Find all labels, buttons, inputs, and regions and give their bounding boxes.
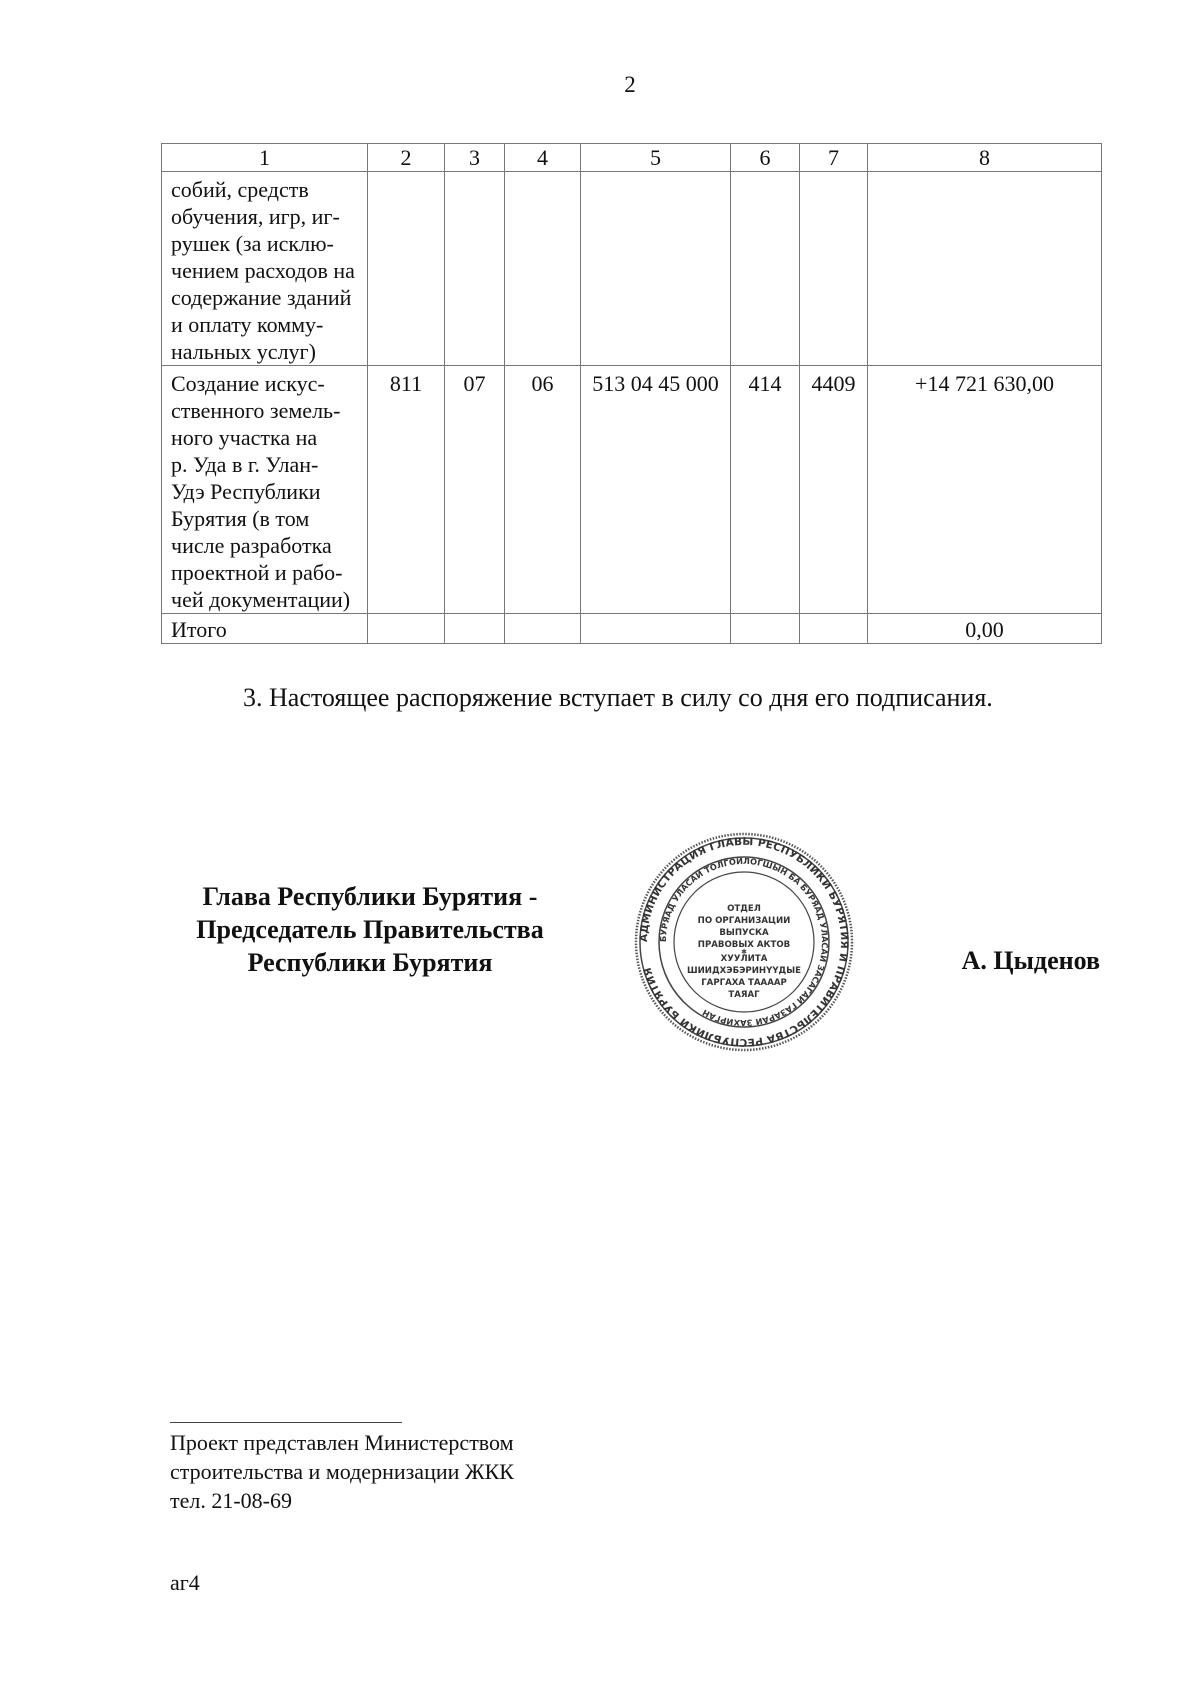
table-cell xyxy=(800,614,868,644)
table-cell xyxy=(868,172,1102,366)
stamp-center-line: ПО ОРГАНИЗАЦИИ xyxy=(697,916,791,926)
row-name-line: Удэ Республики xyxy=(171,479,321,504)
row-name-line: и оплату комму- xyxy=(171,312,324,337)
footnote-divider xyxy=(170,1422,402,1423)
column-header: 7 xyxy=(800,144,868,172)
table-cell: 4409 xyxy=(800,366,868,614)
table-cell xyxy=(505,172,581,366)
table-row xyxy=(162,366,1102,614)
table-cell: +14 721 630,00 xyxy=(868,366,1102,614)
paragraph-3: 3. Настоящее распоряжение вступает в силу со дня его подписания. xyxy=(243,683,993,712)
table-cell: 811 xyxy=(368,366,445,614)
signer-title-line: Глава Республики Бурятия - xyxy=(202,882,538,911)
column-header: 5 xyxy=(581,144,731,172)
svg-text:✱: ✱ xyxy=(741,948,747,956)
column-header: 6 xyxy=(731,144,800,172)
row-name-line: чей документации) xyxy=(171,587,351,612)
row-name-cell xyxy=(162,172,368,366)
signer-title xyxy=(170,880,570,979)
table-cell xyxy=(731,614,800,644)
table-cell xyxy=(368,172,445,366)
table-cell xyxy=(731,172,800,366)
stamp-center-line: ХУУЛИТА xyxy=(720,954,768,964)
table-cell xyxy=(581,614,731,644)
row-name-line: нальных услуг) xyxy=(171,339,316,364)
document-code: аг4 xyxy=(170,1570,200,1595)
total-label: Итого xyxy=(162,614,368,644)
total-row xyxy=(162,614,1102,644)
row-name-line: Бурятия (в том xyxy=(171,506,310,531)
row-name-line: проектной и рабо- xyxy=(171,560,343,585)
row-name-cell xyxy=(162,366,368,614)
total-value: 0,00 xyxy=(868,614,1102,644)
table-cell xyxy=(445,172,505,366)
stamp-center-line: ГАРГАХА ТААААР xyxy=(701,978,787,988)
table-cell: 513 04 45 000 xyxy=(581,366,731,614)
row-name-line: собий, средств xyxy=(171,177,309,202)
stamp-inner-ring-text: БУРЯАД УЛАСАЙ ТОЛГОЙЛОГШЫН БА БУРЯАД УЛАСАЙ ЗАСАГАЙ ГАЗАРАЙ ЗАХИРГАН xyxy=(657,855,831,1029)
table-cell: 06 xyxy=(505,366,581,614)
table-cell: 414 xyxy=(731,366,800,614)
footnote xyxy=(170,1428,514,1515)
footnote-line: строительства и модернизации ЖКК xyxy=(170,1459,514,1484)
table-cell xyxy=(368,614,445,644)
row-name-line: ственного земель- xyxy=(171,398,341,423)
stamp-center-line: ТАЯАГ xyxy=(728,990,760,1000)
stamp-center-line: ШИИДХЭБЭРИНҮҮДЫЕ xyxy=(686,966,802,976)
table-row xyxy=(162,172,1102,366)
row-name-line: Создание искус- xyxy=(171,371,325,396)
row-name-line: ного участка на xyxy=(171,425,318,450)
page-number: 2 xyxy=(624,72,636,97)
table-cell xyxy=(800,172,868,366)
table-cell: 07 xyxy=(445,366,505,614)
table-header-row xyxy=(162,144,1102,172)
row-name-line: содержание зданий xyxy=(171,285,352,310)
official-stamp-icon xyxy=(632,830,856,1054)
stamp-center-line: ПРАВОВЫХ АКТОВ xyxy=(697,940,791,950)
row-name-line: рушек (за исклю- xyxy=(171,231,334,256)
signer-title-line: Республики Бурятия xyxy=(247,948,493,977)
table-cell xyxy=(505,614,581,644)
footnote-line: тел. 21-08-69 xyxy=(170,1488,293,1513)
row-name-line: числе разработка xyxy=(171,533,332,558)
budget-table xyxy=(161,143,1102,644)
table-cell xyxy=(581,172,731,366)
column-header: 1 xyxy=(162,144,368,172)
column-header: 8 xyxy=(868,144,1102,172)
column-header: 3 xyxy=(445,144,505,172)
row-name-line: чением расходов на xyxy=(171,258,355,283)
row-name-line: обучения, игр, иг- xyxy=(171,204,340,229)
signer-title-line: Председатель Правительства xyxy=(196,915,544,944)
table-cell xyxy=(445,614,505,644)
footnote-line: Проект представлен Министерством xyxy=(170,1430,514,1455)
signer-name: А. Цыденов xyxy=(961,946,1100,975)
stamp-center-line: ВЫПУСКА xyxy=(719,928,769,938)
stamp-outer-text: АДМИНИСТРАЦИЯ ГЛАВЫ РЕСПУБЛИКИ БУРЯТИЯ И ПРАВИТЕЛЬСТВА РЕСПУБЛИКИ БУРЯТИЯ xyxy=(637,835,851,1049)
column-header: 4 xyxy=(505,144,581,172)
row-name-line: р. Уда в г. Улан- xyxy=(171,452,319,477)
stamp-center-line: ОТДЕЛ xyxy=(727,904,761,914)
column-header: 2 xyxy=(368,144,445,172)
